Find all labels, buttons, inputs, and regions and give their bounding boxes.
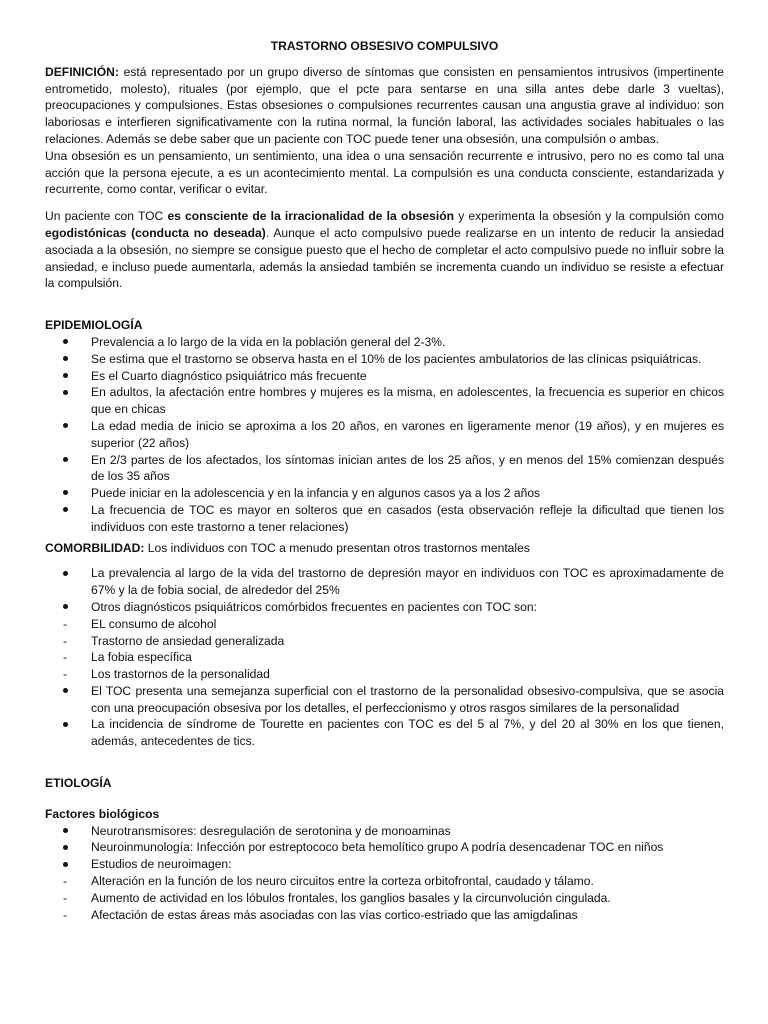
list-item-text: El TOC presenta una semejanza superficial con el trastorno de la personalidad obsesivo-compulsiva, que se asocia con una preocupación obsesiva por los detalles, el perfeccionismo y otros rasgos similares de la personalidad (91, 683, 724, 715)
list-item-text: Otros diagnósticos psiquiátricos comórbidos frecuentes en pacientes con TOC son: (91, 599, 537, 614)
comorbidity-text: Los individuos con TOC a menudo presentan otros trastornos mentales (144, 540, 530, 555)
epidemiology-heading: EPIDEMIOLOGÍA (45, 318, 143, 333)
list-item-text: Trastorno de ansiedad generalizada (91, 633, 285, 648)
etiology-heading: ETIOLOGÍA (45, 776, 112, 791)
bullet-dot (63, 828, 68, 833)
list-item (45, 452, 724, 486)
dash-marker: - (63, 907, 68, 922)
bullet-icon (63, 485, 83, 502)
bullet-icon (63, 565, 83, 582)
list-item (45, 599, 724, 616)
bold-run: egodistónicas (conducta no deseada) (45, 225, 266, 240)
comorbidity-list (45, 565, 724, 750)
list-item (45, 873, 724, 890)
list-item-text: En adultos, la afectación entre hombres y mujeres es la misma, en adolescentes, la frecuencia es superior en chicos que en chicas (91, 385, 724, 417)
dash-marker: - (63, 633, 68, 648)
dash-marker: - (63, 650, 68, 665)
text-run: y experimenta la obsesión y la compulsión como (454, 209, 724, 224)
etiology-list (45, 823, 724, 924)
list-item (45, 616, 724, 633)
bullet-dot (63, 862, 68, 867)
bullet-icon (63, 418, 83, 435)
list-item (45, 334, 724, 351)
bullet-dot (63, 571, 68, 576)
list-item-text: En 2/3 partes de los afectados, los síntomas inician antes de los 25 años, y en menos del 15% comienzan después de los 35 años (91, 452, 724, 484)
list-item-text: La frecuencia de TOC es mayor en solteros que en casados (esta observación refleje la dificultad que tienen los individuos con este trastorno a tener relaciones) (91, 502, 724, 534)
obsession-paragraph: Una obsesión es un pensamiento, un sentimiento, una idea o una sensación recurrente e intrusivo, pero no es como tal una acción que la persona ejecute, a es un acontecimiento mental. La compulsión es una conducta consciente, estandarizada y recurrente, como contar, verificar o evitar. (45, 148, 724, 197)
comorbidity-paragraph (45, 540, 724, 557)
bullet-icon (63, 683, 83, 700)
list-item (45, 633, 724, 650)
definition-paragraph (45, 64, 724, 148)
list-item (45, 666, 724, 683)
list-item-text: Se estima que el trastorno se observa hasta en el 10% de los pacientes ambulatorios de las clínicas psiquiátricas. (91, 351, 702, 366)
list-item-text: Aumento de actividad en los lóbulos frontales, los ganglios basales y la circunvolución cingulada. (91, 890, 611, 905)
bullet-icon (63, 452, 83, 469)
list-item-text: EL consumo de alcohol (91, 616, 217, 631)
epidemiology-list (45, 334, 724, 536)
bullet-dot (63, 604, 68, 609)
bullet-icon (63, 716, 83, 733)
list-item-text: La incidencia de síndrome de Tourette en pacientes con TOC es del 5 al 7%, y del 20 al 30% en los que tienen, además, antecedentes de tics. (91, 717, 724, 749)
list-item (45, 839, 724, 856)
bullet-icon (63, 351, 83, 368)
list-item-text: Estudios de neuroimagen: (91, 857, 232, 872)
document-title: TRASTORNO OBSESIVO COMPULSIVO (270, 39, 499, 53)
list-item-text: La prevalencia al largo de la vida del trastorno de depresión mayor en individuos con TOC es aproximadamente de 67% y la de fobia social, de alrededor del 25% (91, 566, 724, 598)
bullet-icon (63, 334, 83, 351)
bullet-dot (63, 373, 68, 378)
bullet-dot (63, 423, 68, 428)
list-item-text: Neuroinmunología: Infección por estreptococo beta hemolítico grupo A podría desencadenar TOC en niños (91, 840, 664, 855)
text-run: . Aunque el acto compulsivo puede realizarse en un intento de reducir la ansiedad asociada a la obsesión, no siempre se consigue puesto que el hecho de completar el acto compulsivo puede no influir sobre la ansiedad, e incluso puede aumentarla, además la ansiedad también se incrementa cuando un individuo se resiste a efectuar la compulsión. (45, 225, 724, 291)
bullet-icon (63, 384, 83, 401)
list-item-text: La edad media de inicio se aproxima a los 20 años, en varones en ligeramente menor (19 años), y en mujeres es superior (22 años) (91, 418, 724, 450)
list-item-text: Prevalencia a lo largo de la vida en la población general del 2-3%. (91, 334, 446, 349)
bullet-icon (63, 839, 83, 856)
list-item (45, 716, 724, 750)
list-item (45, 683, 724, 717)
list-item (45, 890, 724, 907)
bullet-dot (63, 457, 68, 462)
list-item (45, 856, 724, 873)
list-item (45, 485, 724, 502)
list-item (45, 368, 724, 385)
dash-marker: - (63, 874, 68, 889)
list-item (45, 502, 724, 536)
list-item (45, 351, 724, 368)
list-item (45, 907, 724, 924)
definition-text: está representado por un grupo diverso de síntomas que consisten en pensamientos intrusivos (impertinente entrometido, molesto), rituales (por ejemplo, que el pcte para sentarse en una silla antes debe darle 3 vueltas), preocupaciones y compulsiones. Estas obsesiones o compulsiones recurrentes causan una angustia grave al individuo: son laboriosas e interfieren significativamente con la rutina normal, la función laboral, las actividades sociales habituales o las relaciones. Además se debe saber que un paciente con TOC puede tener una obsesión, una compulsión o ambas. (45, 64, 724, 146)
list-item-text: Los trastornos de la personalidad (91, 667, 270, 682)
list-item-text: Afectación de estas áreas más asociadas con las vías cortico-estriado que las amigdalinas (91, 907, 578, 922)
bullet-icon (63, 502, 83, 519)
list-item-text: Puede iniciar en la adolescencia y en la infancia y en algunos casos ya a los 2 años (91, 486, 541, 501)
bullet-icon (63, 368, 83, 385)
bullet-dot (63, 339, 68, 344)
text-run: Un paciente con TOC (45, 209, 168, 224)
list-item-text: Alteración en la función de los neuro circuitos entre la corteza orbitofrontal, caudado y tálamo. (91, 874, 594, 889)
list-item (45, 823, 724, 840)
bold-run: es consciente de la irracionalidad de la obsesión (167, 209, 455, 224)
list-item (45, 418, 724, 452)
bullet-dot (63, 688, 68, 693)
dash-marker: - (63, 890, 68, 905)
bullet-dot (63, 490, 68, 495)
dash-marker: - (63, 616, 68, 631)
list-item (45, 565, 724, 599)
bullet-dot (63, 356, 68, 361)
bullet-dot (63, 390, 68, 395)
list-item-text: Es el Cuarto diagnóstico psiquiátrico más frecuente (91, 368, 367, 383)
toc-awareness-paragraph (45, 208, 724, 292)
list-item-text: La fobia específica (91, 650, 192, 665)
list-item (45, 649, 724, 666)
biological-factors-heading: Factores biológicos (45, 806, 160, 821)
bullet-dot (63, 845, 68, 850)
bullet-dot (63, 722, 68, 727)
definition-label: DEFINICIÓN: (45, 64, 119, 79)
list-item (45, 384, 724, 418)
bullet-icon (63, 823, 83, 840)
bullet-icon (63, 856, 83, 873)
bullet-dot (63, 507, 68, 512)
bullet-icon (63, 599, 83, 616)
list-item-text: Neurotransmisores: desregulación de serotonina y de monoaminas (91, 823, 451, 838)
comorbidity-label: COMORBILIDAD: (45, 540, 145, 555)
dash-marker: - (63, 667, 68, 682)
